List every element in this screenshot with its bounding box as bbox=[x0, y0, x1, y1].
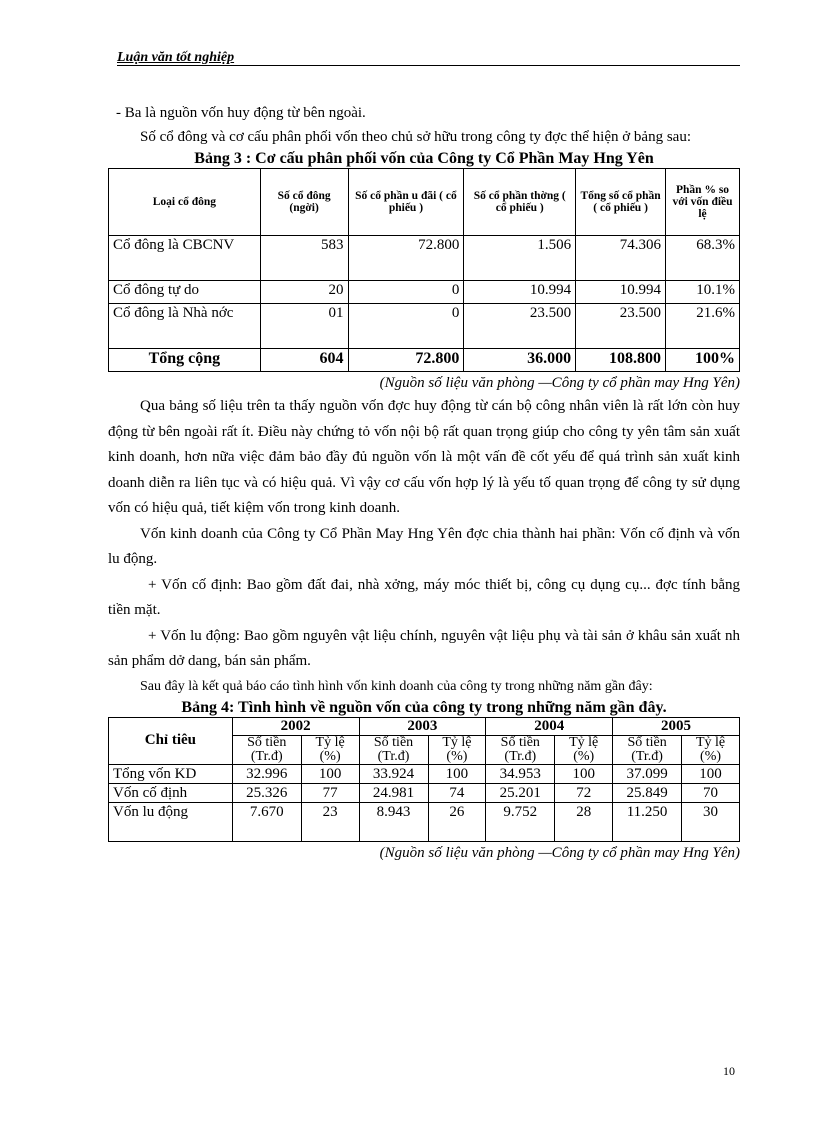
table-cell: Tổng cộng bbox=[109, 349, 261, 372]
table-cell: 70 bbox=[682, 783, 740, 802]
paragraph-6: + Vốn lu động: Bao gồm nguyên vật liệu chính, nguyên vật liệu phụ và tài sản ở khâu sản xuất nh sản phẩm dở dang, bán sản phẩm. bbox=[108, 627, 740, 669]
table-cell: 0 bbox=[348, 304, 464, 349]
table-cell: 10.1% bbox=[666, 281, 740, 304]
table-cell: 604 bbox=[260, 349, 348, 372]
table-cell: 10.994 bbox=[464, 281, 576, 304]
table4-subheader-cell: Tỷ lệ (%) bbox=[428, 735, 486, 764]
table-cell: 74 bbox=[428, 783, 486, 802]
table3-header-cell: Loại cổ đông bbox=[109, 169, 261, 236]
paragraph-7: Sau đây là kết quả báo cáo tình hình vốn kinh doanh của công ty trong những năm gần đây: bbox=[140, 678, 653, 694]
paragraph-2: Số cổ đông và cơ cấu phân phối vốn theo chủ sở hữu trong công ty đợc thể hiện ở bảng sau: bbox=[140, 128, 692, 145]
table-cell: 11.250 bbox=[613, 802, 682, 841]
table4-year-cell: 2004 bbox=[486, 717, 613, 735]
table-cell: 32.996 bbox=[232, 764, 301, 783]
table4-subheader-cell: Tỷ lệ (%) bbox=[301, 735, 359, 764]
table4-subheader-cell: Tỷ lệ (%) bbox=[555, 735, 613, 764]
table4-year-row bbox=[109, 717, 740, 735]
table3-caption: Bảng 3 : Cơ cấu phân phối vốn của Công ty Cổ Phần May Hng Yên bbox=[194, 150, 654, 167]
table-cell: 72.800 bbox=[348, 236, 464, 281]
table-cell: 100 bbox=[428, 764, 486, 783]
table-cell: 20 bbox=[260, 281, 348, 304]
table-row bbox=[109, 281, 740, 304]
table4-source: (Nguồn số liệu văn phòng —Công ty cổ phần may Hng Yên) bbox=[379, 844, 740, 861]
table-cell: 01 bbox=[260, 304, 348, 349]
table3-source: (Nguồn số liệu văn phòng —Công ty cổ phần may Hng Yên) bbox=[379, 375, 740, 391]
table-cell: Cổ đông là CBCNV bbox=[109, 236, 261, 281]
table-cell: 8.943 bbox=[359, 802, 428, 841]
table-cell: 1.506 bbox=[464, 236, 576, 281]
table-row bbox=[109, 802, 740, 841]
table-cell: 33.924 bbox=[359, 764, 428, 783]
table4-year-cell: 2005 bbox=[613, 717, 740, 735]
table-cell: 72 bbox=[555, 783, 613, 802]
header-rule bbox=[117, 65, 740, 66]
table3-header-cell: Tổng số cổ phần ( cổ phiếu ) bbox=[576, 169, 666, 236]
table-cell: 23.500 bbox=[464, 304, 576, 349]
page-content bbox=[108, 102, 740, 864]
table3-header-row bbox=[109, 169, 740, 236]
table3 bbox=[108, 168, 740, 372]
table-row bbox=[109, 236, 740, 281]
table-cell: Cổ đông tự do bbox=[109, 281, 261, 304]
table-row bbox=[109, 764, 740, 783]
paragraph-1: - Ba là nguồn vốn huy động từ bên ngoài. bbox=[116, 105, 366, 121]
table-cell: 37.099 bbox=[613, 764, 682, 783]
table3-header-cell: Phần % so với vốn điều lệ bbox=[666, 169, 740, 236]
table-cell: 9.752 bbox=[486, 802, 555, 841]
table4-subheader-cell: Tỷ lệ (%) bbox=[682, 735, 740, 764]
table-cell: 36.000 bbox=[464, 349, 576, 372]
table3-header-cell: Số cổ phần u đãi ( cổ phiếu ) bbox=[348, 169, 464, 236]
page-number: 10 bbox=[723, 1064, 735, 1078]
table-cell: 583 bbox=[260, 236, 348, 281]
paragraph-4: Vốn kinh doanh của Công ty Cổ Phần May Hng Yên đợc chia thành hai phần: Vốn cố định và vốn lu động. bbox=[108, 525, 740, 567]
table4-label-header: Chỉ tiêu bbox=[109, 717, 233, 764]
table-cell: 26 bbox=[428, 802, 486, 841]
table-cell: 100 bbox=[682, 764, 740, 783]
table4-caption: Bảng 4: Tình hình về nguồn vốn của công ty trong những năm gần đây. bbox=[181, 698, 667, 716]
table-cell: 25.201 bbox=[486, 783, 555, 802]
table-cell: Vốn lu động bbox=[109, 802, 233, 841]
table-cell: 23 bbox=[301, 802, 359, 841]
table4-subheader-cell: Số tiền (Tr.đ) bbox=[359, 735, 428, 764]
table4-year-cell: 2002 bbox=[232, 717, 359, 735]
table-row bbox=[109, 304, 740, 349]
table4-year-cell: 2003 bbox=[359, 717, 486, 735]
table-cell: 100 bbox=[555, 764, 613, 783]
table-cell: 23.500 bbox=[576, 304, 666, 349]
table-cell: 77 bbox=[301, 783, 359, 802]
table-cell: 68.3% bbox=[666, 236, 740, 281]
paragraph-5: + Vốn cố định: Bao gồm đất đai, nhà xởng, máy móc thiết bị, công cụ dụng cụ... đợc tính bằng tiền mặt. bbox=[108, 576, 740, 618]
table-cell: 74.306 bbox=[576, 236, 666, 281]
table4 bbox=[108, 717, 740, 842]
table3-total-row bbox=[109, 349, 740, 372]
table4-subheader-cell: Số tiền (Tr.đ) bbox=[613, 735, 682, 764]
running-header: Luận văn tốt nghiệp bbox=[117, 50, 235, 65]
table-cell: 25.849 bbox=[613, 783, 682, 802]
table-cell: 10.994 bbox=[576, 281, 666, 304]
table3-header-cell: Số cổ đông (ngời) bbox=[260, 169, 348, 236]
table3-header-cell: Số cổ phần thờng ( cổ phiếu ) bbox=[464, 169, 576, 236]
table-cell: 0 bbox=[348, 281, 464, 304]
table-row bbox=[109, 783, 740, 802]
table-cell: 25.326 bbox=[232, 783, 301, 802]
paragraph-3: Qua bảng số liệu trên ta thấy nguồn vốn đợc huy động từ cán bộ công nhân viên là rất lớn còn huy động từ bên ngoài rất ít. Điều này chứng tỏ vốn nội bộ rất quan trọng giúp cho công ty yên tâm sản xuất kinh doanh, hơn nữa việc đảm bảo đầy đủ nguồn vốn là một vấn đề cốt yếu để quá trình sản xuất kinh doanh diễn ra liên tục và có hiệu quả. Vì vậy cơ cấu vốn hợp lý là yếu tố quan trọng để công ty sử dụng vốn có hiệu quả, tiết kiệm vốn trong kinh doanh. bbox=[108, 398, 740, 516]
table4-subheader-cell: Số tiền (Tr.đ) bbox=[486, 735, 555, 764]
table-cell: 30 bbox=[682, 802, 740, 841]
table-cell: 24.981 bbox=[359, 783, 428, 802]
table-cell: 34.953 bbox=[486, 764, 555, 783]
table-cell: 100% bbox=[666, 349, 740, 372]
table-cell: 21.6% bbox=[666, 304, 740, 349]
table4-subheader-cell: Số tiền (Tr.đ) bbox=[232, 735, 301, 764]
table-cell: 28 bbox=[555, 802, 613, 841]
table-cell: 7.670 bbox=[232, 802, 301, 841]
table-cell: 108.800 bbox=[576, 349, 666, 372]
table-cell: Tổng vốn KD bbox=[109, 764, 233, 783]
table-cell: Cổ đông là Nhà nớc bbox=[109, 304, 261, 349]
table-cell: 100 bbox=[301, 764, 359, 783]
table-cell: 72.800 bbox=[348, 349, 464, 372]
table-cell: Vốn cố định bbox=[109, 783, 233, 802]
